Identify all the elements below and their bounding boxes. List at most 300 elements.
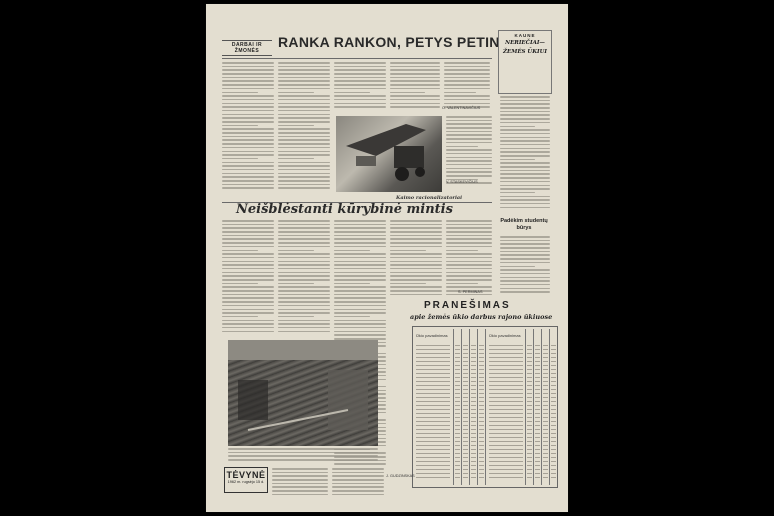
text-line — [334, 279, 386, 281]
table-cell — [543, 377, 548, 378]
text-line — [390, 92, 425, 94]
table-cell — [455, 345, 460, 346]
text-line — [390, 80, 440, 82]
text-line — [334, 264, 386, 266]
text-line — [278, 312, 330, 314]
table-cell — [416, 377, 450, 378]
table-cell — [551, 397, 556, 398]
text-line — [444, 92, 476, 94]
table-cell — [535, 441, 540, 442]
table-cell — [416, 469, 450, 470]
section-kicker: DARBAI IR ŽMONĖS — [222, 40, 272, 56]
table-cell — [455, 413, 460, 414]
text-line — [222, 132, 274, 134]
table-cell — [543, 425, 548, 426]
text-line — [334, 77, 386, 79]
table-cell — [551, 353, 556, 354]
text-line — [272, 486, 328, 488]
text-line — [278, 253, 330, 255]
text-line — [222, 275, 274, 277]
text-line — [278, 114, 330, 116]
table-cell — [471, 353, 476, 354]
text-line — [222, 62, 274, 64]
table-cell — [551, 401, 556, 402]
text-line — [334, 275, 386, 277]
table-cell — [551, 345, 556, 346]
table-cell — [543, 437, 548, 438]
table-cell — [455, 457, 460, 458]
table-cell — [535, 397, 540, 398]
text-line — [222, 297, 274, 299]
table-cell — [471, 401, 476, 402]
text-line — [222, 264, 274, 266]
text-line — [278, 151, 330, 153]
text-line — [278, 272, 330, 274]
table-cell — [463, 405, 468, 406]
text-line — [446, 235, 492, 237]
table-cell — [455, 349, 460, 350]
text-line — [390, 231, 442, 233]
wood-piles-illustration — [228, 340, 378, 446]
table-cell — [543, 401, 548, 402]
text-line — [278, 331, 330, 333]
text-line — [334, 316, 370, 318]
article-subhead: Neišblėstanti kūrybinė mintis — [236, 202, 453, 217]
table-cell — [479, 441, 484, 442]
table-cell — [489, 401, 523, 402]
article-column-5 — [444, 62, 490, 112]
text-line — [222, 331, 274, 333]
table-cell — [479, 357, 484, 358]
table-cell — [535, 437, 540, 438]
table-cell — [479, 457, 484, 458]
text-line — [278, 268, 330, 270]
table-cell — [489, 453, 523, 454]
table-cell — [463, 449, 468, 450]
table-cell — [463, 425, 468, 426]
text-line — [222, 290, 274, 292]
table-cell — [471, 429, 476, 430]
text-line — [390, 257, 442, 259]
text-line — [500, 177, 550, 179]
tevyne-title: TĖVYNĖ — [226, 470, 266, 480]
text-line — [446, 264, 492, 266]
table-cell — [455, 397, 460, 398]
table-cell — [527, 345, 532, 346]
photo-caption-bottom — [228, 448, 378, 466]
text-line — [390, 62, 440, 64]
table-cell — [463, 353, 468, 354]
table-cell — [489, 385, 523, 386]
table-cell — [543, 369, 548, 370]
text-line — [272, 472, 328, 474]
table-cell — [463, 381, 468, 382]
text-line — [278, 264, 330, 266]
table-cell — [543, 385, 548, 386]
text-line — [278, 309, 330, 311]
table-cell — [455, 453, 460, 454]
table-cell — [527, 405, 532, 406]
table-cell — [489, 465, 523, 466]
text-line — [222, 80, 274, 82]
text-line — [334, 323, 386, 325]
text-line — [500, 236, 550, 238]
wood-piles-photo — [228, 340, 378, 446]
text-line — [334, 73, 386, 75]
table-cell — [543, 417, 548, 418]
text-line — [222, 316, 258, 318]
text-line — [228, 452, 378, 454]
table-cell — [479, 349, 484, 350]
text-line — [334, 235, 386, 237]
table-cell — [463, 433, 468, 434]
text-line — [222, 92, 258, 94]
table-cell — [535, 361, 540, 362]
text-line — [278, 180, 330, 182]
text-line — [278, 286, 330, 288]
text-line — [222, 187, 274, 189]
text-line — [272, 479, 328, 481]
text-line — [444, 77, 490, 79]
text-line — [222, 235, 274, 237]
table-cell — [535, 381, 540, 382]
table-cell — [543, 461, 548, 462]
text-line — [500, 159, 535, 161]
table-cell — [471, 449, 476, 450]
table-cell — [543, 477, 548, 478]
table-cell — [535, 433, 540, 434]
table-cell — [543, 453, 548, 454]
table-cell — [489, 433, 523, 434]
table-cell — [479, 421, 484, 422]
tevyne-date: 1962 m. rugsėjo 15 d. — [227, 480, 265, 484]
text-line — [500, 155, 550, 157]
side-column-text — [500, 96, 550, 214]
text-line — [272, 490, 328, 492]
table-cell — [535, 353, 540, 354]
table-cell — [463, 437, 468, 438]
table-cell — [527, 361, 532, 362]
table-cell — [535, 409, 540, 410]
text-line — [334, 88, 386, 90]
table-cell — [543, 449, 548, 450]
text-line — [332, 468, 384, 470]
table-cell — [471, 389, 476, 390]
text-line — [278, 301, 330, 303]
table-cell — [416, 433, 450, 434]
page-header — [222, 34, 500, 56]
table-cell — [543, 345, 548, 346]
text-line — [222, 151, 274, 153]
table-cell — [455, 461, 460, 462]
text-line — [500, 262, 550, 264]
table-cell — [416, 421, 450, 422]
table-cell — [455, 369, 460, 370]
text-line — [278, 290, 330, 292]
article2-column-2 — [278, 220, 330, 336]
table-cell — [489, 393, 523, 394]
table-cell — [527, 381, 532, 382]
table-cell — [535, 377, 540, 378]
text-line — [278, 235, 330, 237]
table-cell — [463, 377, 468, 378]
text-line — [278, 73, 330, 75]
text-line — [222, 180, 274, 182]
table-cell — [535, 373, 540, 374]
text-line — [334, 99, 386, 101]
text-line — [334, 331, 386, 333]
text-line — [390, 250, 426, 252]
table-cell — [551, 369, 556, 370]
text-line — [390, 224, 442, 226]
table-cell — [551, 421, 556, 422]
text-line — [272, 483, 328, 485]
table-cell — [527, 389, 532, 390]
table-cell — [551, 381, 556, 382]
text-line — [390, 272, 442, 274]
table-cell — [463, 369, 468, 370]
text-line — [390, 66, 440, 68]
table-cell — [551, 465, 556, 466]
table-cell — [551, 417, 556, 418]
table-cell — [543, 353, 548, 354]
bottom-text-1 — [272, 468, 328, 498]
table-cell — [535, 425, 540, 426]
table-cell — [455, 389, 460, 390]
kaune-title-line2: ŽEMĖS ŪKIUI — [503, 49, 547, 55]
text-line — [500, 162, 550, 164]
table-cell — [479, 417, 484, 418]
text-line — [500, 100, 550, 102]
text-line — [222, 173, 274, 175]
text-line — [390, 95, 440, 97]
text-line — [278, 132, 330, 134]
table-cell — [527, 409, 532, 410]
table-cell — [455, 409, 460, 410]
table-cell — [416, 445, 450, 446]
table-cell — [471, 345, 476, 346]
table-cell — [479, 389, 484, 390]
table-cell — [479, 461, 484, 462]
table-cell — [489, 441, 523, 442]
table-cell — [463, 361, 468, 362]
table-cell — [527, 421, 532, 422]
table-cell — [416, 417, 450, 418]
table-cell — [543, 413, 548, 414]
text-line — [446, 224, 492, 226]
table-cell — [471, 381, 476, 382]
text-line — [278, 173, 330, 175]
text-line — [334, 103, 386, 105]
text-line — [334, 238, 386, 240]
text-line — [446, 164, 492, 166]
table-cell — [471, 405, 476, 406]
text-line — [278, 169, 330, 171]
text-line — [500, 118, 550, 120]
table-cell — [543, 373, 548, 374]
text-line — [278, 316, 314, 318]
table-cell — [551, 457, 556, 458]
text-line — [500, 269, 550, 271]
text-line — [446, 138, 492, 140]
table-cell — [535, 405, 540, 406]
table-cell — [471, 357, 476, 358]
table-cell — [463, 465, 468, 466]
kaune-title-line1: NERIEČIAI— — [505, 40, 545, 46]
table-cell — [416, 413, 450, 414]
text-line — [278, 184, 330, 186]
text-line — [334, 227, 386, 229]
table-cell — [527, 445, 532, 446]
table-cell — [489, 381, 523, 382]
text-line — [334, 253, 386, 255]
table-cell — [463, 473, 468, 474]
table-cell — [535, 421, 540, 422]
text-line — [390, 283, 426, 285]
text-line — [390, 286, 442, 288]
table-cell — [535, 417, 540, 418]
pranesimas-title: PRANEŠIMAS — [424, 300, 511, 311]
text-line — [500, 185, 550, 187]
table-cell — [489, 457, 523, 458]
text-line — [500, 144, 550, 146]
table-cell — [455, 441, 460, 442]
text-line — [278, 327, 330, 329]
table-cell — [479, 433, 484, 434]
table-cell — [455, 449, 460, 450]
text-line — [278, 139, 330, 141]
table-cell — [479, 369, 484, 370]
text-line — [334, 297, 386, 299]
table-cell — [479, 477, 484, 478]
table-cell — [455, 381, 460, 382]
table-cell — [479, 437, 484, 438]
table-cell — [416, 477, 450, 478]
table-cell — [543, 393, 548, 394]
signature-1: O. VALENTINAVIČIUS — [442, 106, 481, 110]
text-line — [222, 154, 274, 156]
table-cell — [416, 461, 450, 462]
table-cell — [479, 453, 484, 454]
header-rule — [222, 58, 492, 59]
text-line — [222, 128, 274, 130]
text-line — [278, 99, 330, 101]
text-line — [222, 283, 258, 285]
text-line — [222, 169, 274, 171]
text-line — [444, 80, 490, 82]
text-line — [278, 176, 330, 178]
table-cell — [416, 429, 450, 430]
table-cell — [535, 365, 540, 366]
table-cell — [471, 421, 476, 422]
pranesimas-subtitle: apie žemės ūkio darbus rajono ūkiuose — [410, 313, 553, 321]
text-line — [222, 220, 274, 222]
text-line — [334, 261, 386, 263]
text-line — [500, 192, 535, 194]
table-cell — [527, 377, 532, 378]
text-line — [446, 168, 492, 170]
table-cell — [543, 357, 548, 358]
text-line — [278, 257, 330, 259]
table-cell — [471, 349, 476, 350]
text-line — [446, 246, 492, 248]
text-line — [332, 483, 384, 485]
table-column-divider — [485, 329, 486, 485]
table-cell — [463, 445, 468, 446]
table-cell — [527, 397, 532, 398]
text-line — [222, 114, 274, 116]
table-cell — [543, 361, 548, 362]
text-line — [500, 103, 550, 105]
text-line — [278, 305, 330, 307]
table-cell — [479, 345, 484, 346]
text-line — [446, 238, 492, 240]
text-line — [334, 224, 386, 226]
text-line — [334, 312, 386, 314]
text-line — [222, 323, 274, 325]
text-line — [446, 146, 478, 148]
text-line — [222, 103, 274, 105]
table-cell — [489, 437, 523, 438]
table-cell — [551, 365, 556, 366]
text-line — [500, 243, 550, 245]
text-line — [334, 290, 386, 292]
text-line — [444, 73, 490, 75]
text-line — [500, 277, 550, 279]
table-cell — [535, 345, 540, 346]
table-cell — [551, 373, 556, 374]
text-line — [390, 69, 440, 71]
table-cell — [535, 465, 540, 466]
table-cell — [489, 405, 523, 406]
text-line — [222, 176, 274, 178]
table-cell — [543, 389, 548, 390]
text-line — [222, 165, 274, 167]
text-line — [446, 242, 492, 244]
text-line — [222, 143, 274, 145]
text-line — [222, 272, 274, 274]
text-line — [278, 66, 330, 68]
table-cell — [463, 429, 468, 430]
table-cell — [551, 393, 556, 394]
table-cell — [455, 465, 460, 466]
text-line — [334, 257, 386, 259]
text-line — [390, 84, 440, 86]
table-cell — [527, 453, 532, 454]
table-cell — [535, 369, 540, 370]
table-cell — [471, 453, 476, 454]
text-line — [332, 472, 384, 474]
table-cell — [543, 365, 548, 366]
table-cell — [489, 369, 523, 370]
table-cell — [489, 445, 523, 446]
text-line — [334, 80, 386, 82]
table-cell — [416, 353, 450, 354]
table-cell — [479, 385, 484, 386]
table-cell — [489, 477, 523, 478]
text-line — [446, 250, 478, 252]
table-column-divider — [533, 329, 534, 485]
text-line — [222, 238, 274, 240]
text-line — [390, 106, 440, 108]
text-line — [278, 246, 330, 248]
table-cell — [416, 397, 450, 398]
text-line — [278, 147, 330, 149]
table-cell — [527, 457, 532, 458]
table-cell — [551, 409, 556, 410]
text-line — [390, 253, 442, 255]
text-line — [222, 253, 274, 255]
